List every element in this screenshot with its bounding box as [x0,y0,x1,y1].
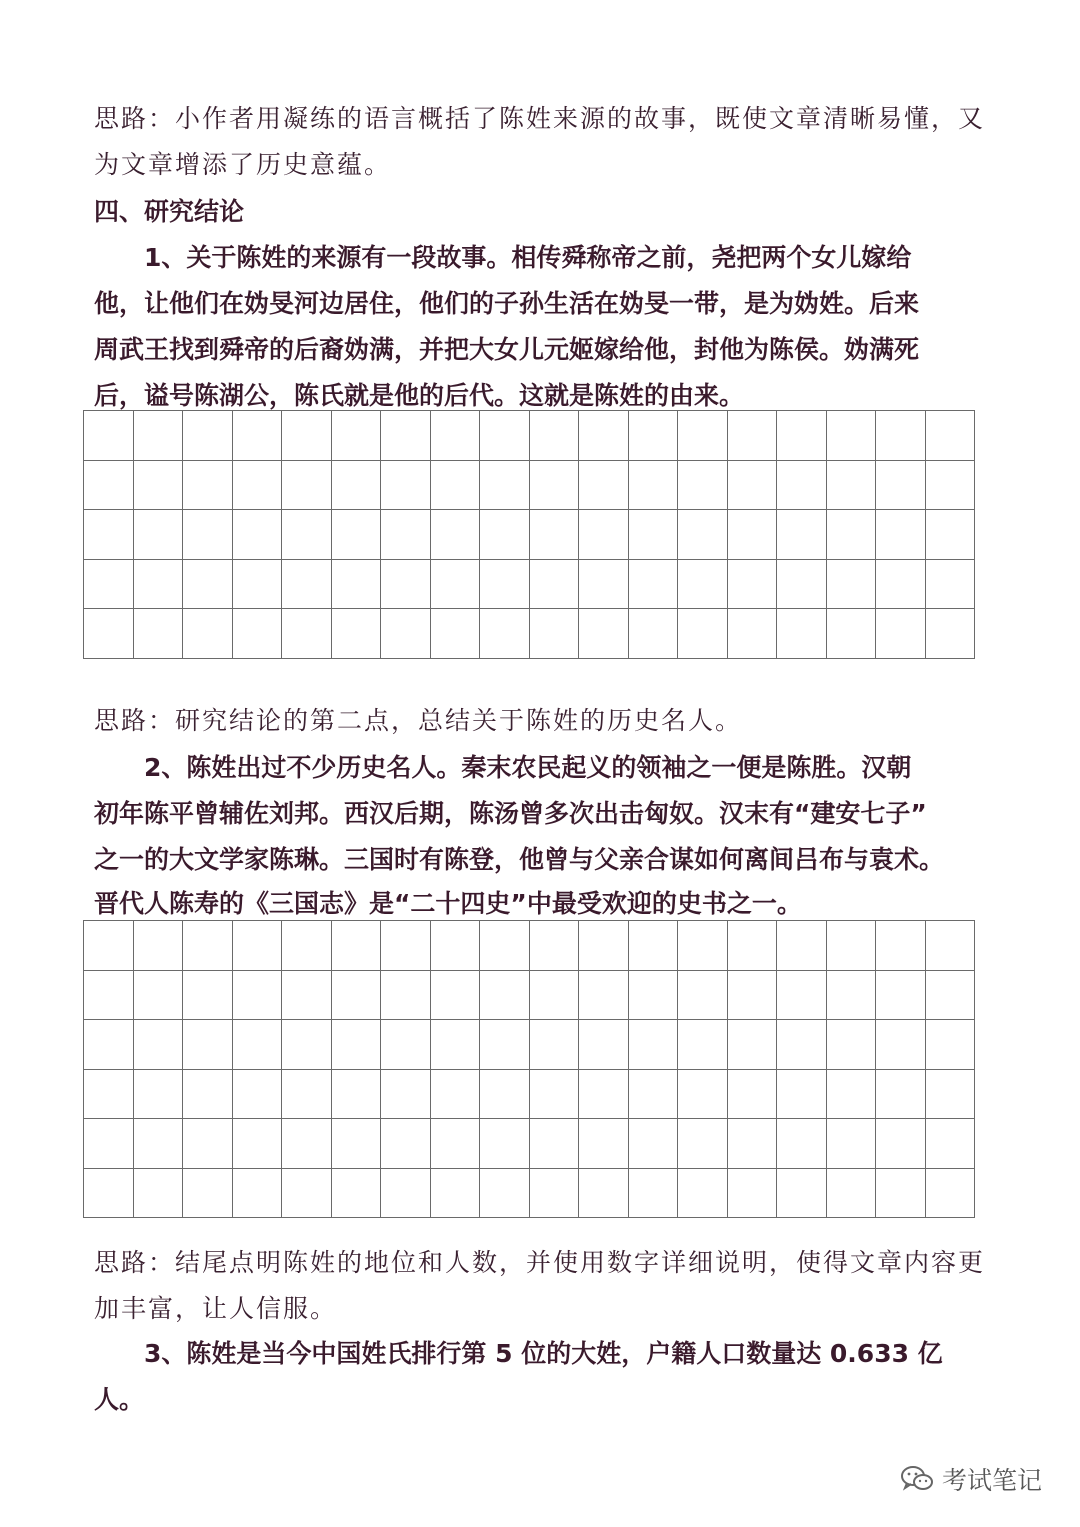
grid-cell[interactable] [282,560,332,610]
grid-cell[interactable] [728,971,778,1021]
grid-cell[interactable] [777,971,827,1021]
grid-cell[interactable] [134,461,184,511]
grid-cell[interactable] [84,1169,134,1219]
grid-cell[interactable] [579,510,629,560]
grid-cell[interactable] [233,609,283,659]
conclusion-2-line-4: 晋代人陈寿的《三国志》是“二十四史”中最受欢迎的史书之一。 [94,889,802,918]
grid-cell[interactable] [728,510,778,560]
conclusion-1-line-3: 周武王找到舜帝的后裔妫满，并把大女儿元姬嫁给他，封他为陈侯。妫满死 [94,335,920,364]
grid-cell[interactable] [480,1020,530,1070]
hint-3-line-1: 思路：结尾点明陈姓的地位和人数，并使用数字详细说明，使得文章内容更 [94,1248,986,1277]
grid-cell[interactable] [84,1070,134,1120]
grid-cell[interactable] [530,921,580,971]
grid-cell[interactable] [678,609,728,659]
grid-cell[interactable] [431,1119,481,1169]
grid-cell[interactable] [332,921,382,971]
grid-cell[interactable] [579,560,629,610]
grid-cell[interactable] [480,461,530,511]
grid-cell[interactable] [381,411,431,461]
conclusion-1-line-2: 他，让他们在妫旻河边居住，他们的子孙生活在妫旻一带，是为妫姓。后来 [94,289,920,318]
grid-cell[interactable] [678,1169,728,1219]
grid-cell[interactable] [381,510,431,560]
grid-cell[interactable] [431,609,481,659]
grid-cell[interactable] [381,1070,431,1120]
grid-cell[interactable] [678,461,728,511]
grid-cell[interactable] [282,1070,332,1120]
grid-cell[interactable] [134,510,184,560]
grid-cell[interactable] [530,971,580,1021]
grid-cell[interactable] [728,1119,778,1169]
grid-cell[interactable] [827,461,877,511]
grid-cell[interactable] [431,1070,481,1120]
grid-cell[interactable] [876,1070,926,1120]
grid-cell[interactable] [579,1020,629,1070]
grid-cell[interactable] [827,921,877,971]
grid-cell[interactable] [233,510,283,560]
grid-cell[interactable] [134,609,184,659]
grid-cell[interactable] [629,560,679,610]
hint-1-line-1: 思路：小作者用凝练的语言概括了陈姓来源的故事，既使文章清晰易懂，又 [94,104,986,133]
grid-cell[interactable] [431,921,481,971]
grid-cell[interactable] [381,461,431,511]
grid-cell[interactable] [678,1020,728,1070]
grid-cell[interactable] [480,1169,530,1219]
grid-cell[interactable] [431,510,481,560]
conclusion-1-line-4: 后，谥号陈湖公，陈氏就是他的后代。这就是陈姓的由来。 [94,381,745,410]
grid-cell[interactable] [777,1119,827,1169]
grid-cell[interactable] [233,461,283,511]
grid-cell[interactable] [332,461,382,511]
grid-cell[interactable] [530,560,580,610]
grid-cell[interactable] [678,510,728,560]
grid-cell[interactable] [480,921,530,971]
grid-cell[interactable] [183,1119,233,1169]
grid-cell[interactable] [332,510,382,560]
grid-cell[interactable] [876,461,926,511]
grid-cell[interactable] [282,461,332,511]
grid-cell[interactable] [332,1070,382,1120]
grid-cell[interactable] [678,1070,728,1120]
grid-cell[interactable] [183,921,233,971]
grid-cell[interactable] [777,1070,827,1120]
grid-cell[interactable] [728,1020,778,1070]
grid-cell[interactable] [233,1119,283,1169]
hint-3-line-2: 加丰富，让人信服。 [94,1294,338,1323]
grid-cell[interactable] [827,1119,877,1169]
grid-cell[interactable] [332,560,382,610]
grid-cell[interactable] [480,510,530,560]
grid-cell[interactable] [183,1020,233,1070]
grid-cell[interactable] [876,510,926,560]
grid-cell[interactable] [84,510,134,560]
grid-cell[interactable] [183,411,233,461]
grid-cell[interactable] [926,609,976,659]
grid-cell[interactable] [579,461,629,511]
grid-cell[interactable] [233,1070,283,1120]
grid-cell[interactable] [530,510,580,560]
grid-cell[interactable] [282,1169,332,1219]
conclusion-3-line-2: 人。 [94,1385,145,1414]
grid-cell[interactable] [579,921,629,971]
grid-cell[interactable] [579,609,629,659]
grid-cell[interactable] [381,971,431,1021]
grid-cell[interactable] [876,560,926,610]
grid-cell[interactable] [827,971,877,1021]
grid-cell[interactable] [84,560,134,610]
grid-cell[interactable] [183,461,233,511]
grid-cell[interactable] [579,971,629,1021]
grid-cell[interactable] [282,510,332,560]
grid-cell[interactable] [134,1020,184,1070]
grid-cell[interactable] [381,1169,431,1219]
grid-cell[interactable] [678,411,728,461]
grid-cell[interactable] [381,1119,431,1169]
grid-cell[interactable] [134,411,184,461]
grid-cell[interactable] [134,1169,184,1219]
hint-1-line-2: 为文章增添了历史意蕴。 [94,150,392,179]
grid-cell[interactable] [134,971,184,1021]
grid-cell[interactable] [332,1119,382,1169]
grid-cell[interactable] [926,921,976,971]
grid-cell[interactable] [282,609,332,659]
grid-cell[interactable] [530,1119,580,1169]
grid-cell[interactable] [827,1169,877,1219]
grid-cell[interactable] [629,971,679,1021]
grid-cell[interactable] [728,461,778,511]
grid-cell[interactable] [84,1020,134,1070]
grid-cell[interactable] [926,1119,976,1169]
grid-cell[interactable] [827,510,877,560]
grid-cell[interactable] [233,411,283,461]
grid-cell[interactable] [827,609,877,659]
grid-cell[interactable] [233,971,283,1021]
grid-cell[interactable] [84,411,134,461]
grid-cell[interactable] [629,1169,679,1219]
grid-cell[interactable] [84,971,134,1021]
grid-cell[interactable] [827,560,877,610]
grid-cell[interactable] [777,609,827,659]
watermark-text: 考试笔记 [941,1466,1042,1495]
grid-cell[interactable] [629,609,679,659]
grid-cell[interactable] [233,921,283,971]
writing-grid-1[interactable] [83,410,975,659]
grid-cell[interactable] [332,609,382,659]
conclusion-2-line-3: 之一的大文学家陈琳。三国时有陈登，他曾与父亲合谋如何离间吕布与袁术。 [94,845,945,874]
grid-cell[interactable] [134,1119,184,1169]
grid-cell[interactable] [629,510,679,560]
grid-cell[interactable] [530,1169,580,1219]
grid-cell[interactable] [183,1070,233,1120]
wechat-icon [900,1465,934,1493]
grid-cell[interactable] [728,609,778,659]
grid-cell[interactable] [629,461,679,511]
conclusion-3-line-1: 3、陈姓是当今中国姓氏排行第 5 位的大姓，户籍人口数量达 0.633 亿 [94,1339,943,1368]
grid-cell[interactable] [134,1070,184,1120]
grid-cell[interactable] [332,971,382,1021]
grid-cell[interactable] [332,411,382,461]
grid-cell[interactable] [629,1119,679,1169]
grid-cell[interactable] [84,609,134,659]
grid-cell[interactable] [530,1070,580,1120]
grid-cell[interactable] [827,411,877,461]
grid-cell[interactable] [926,461,976,511]
grid-cell[interactable] [530,411,580,461]
grid-cell[interactable] [431,411,481,461]
grid-cell[interactable] [183,560,233,610]
grid-cell[interactable] [381,1020,431,1070]
grid-cell[interactable] [926,1070,976,1120]
grid-cell[interactable] [728,411,778,461]
grid-cell[interactable] [431,1020,481,1070]
grid-cell[interactable] [233,560,283,610]
grid-cell[interactable] [926,1020,976,1070]
grid-cell[interactable] [876,1020,926,1070]
conclusion-2-line-2: 初年陈平曾辅佐刘邦。西汉后期，陈汤曾多次出击匈奴。汉末有“建安七子” [94,799,927,828]
grid-cell[interactable] [629,411,679,461]
grid-cell[interactable] [777,921,827,971]
grid-cell[interactable] [876,971,926,1021]
grid-cell[interactable] [480,971,530,1021]
grid-cell[interactable] [381,609,431,659]
grid-cell[interactable] [728,1070,778,1120]
grid-cell[interactable] [629,1020,679,1070]
writing-grid-2[interactable] [83,920,975,1218]
grid-cell[interactable] [777,411,827,461]
grid-cell[interactable] [233,1020,283,1070]
grid-cell[interactable] [728,560,778,610]
grid-cell[interactable] [183,1169,233,1219]
grid-cell[interactable] [876,609,926,659]
section-heading: 四、研究结论 [94,197,245,226]
grid-cell[interactable] [629,921,679,971]
grid-cell[interactable] [84,461,134,511]
grid-cell[interactable] [876,1169,926,1219]
grid-cell[interactable] [332,1020,382,1070]
grid-cell[interactable] [678,921,728,971]
grid-cell[interactable] [728,1169,778,1219]
grid-cell[interactable] [183,971,233,1021]
grid-cell[interactable] [579,1070,629,1120]
grid-cell[interactable] [678,1119,728,1169]
grid-cell[interactable] [282,971,332,1021]
grid-cell[interactable] [480,1119,530,1169]
grid-cell[interactable] [876,411,926,461]
grid-cell[interactable] [282,411,332,461]
grid-cell[interactable] [431,560,481,610]
grid-cell[interactable] [282,921,332,971]
grid-cell[interactable] [480,411,530,461]
grid-cell[interactable] [381,560,431,610]
grid-cell[interactable] [134,921,184,971]
grid-cell[interactable] [431,971,481,1021]
grid-cell[interactable] [579,1169,629,1219]
hint-2-line-1: 思路：研究结论的第二点，总结关于陈姓的历史名人。 [94,706,743,735]
grid-cell[interactable] [728,921,778,971]
grid-cell[interactable] [678,560,728,610]
grid-cell[interactable] [777,510,827,560]
grid-cell[interactable] [629,1070,679,1120]
conclusion-2-line-1: 2、陈姓出过不少历史名人。秦末农民起义的领袖之一便是陈胜。汉朝 [94,753,912,782]
grid-cell[interactable] [282,1119,332,1169]
grid-cell[interactable] [926,411,976,461]
grid-cell[interactable] [480,609,530,659]
grid-cell[interactable] [530,609,580,659]
grid-cell[interactable] [926,1169,976,1219]
grid-cell[interactable] [579,411,629,461]
grid-cell[interactable] [777,1169,827,1219]
grid-cell[interactable] [827,1070,877,1120]
grid-cell[interactable] [876,1119,926,1169]
grid-cell[interactable] [84,921,134,971]
grid-cell[interactable] [332,1169,382,1219]
grid-cell[interactable] [926,971,976,1021]
grid-cell[interactable] [183,510,233,560]
grid-cell[interactable] [431,461,481,511]
grid-cell[interactable] [530,1020,580,1070]
grid-cell[interactable] [282,1020,332,1070]
grid-cell[interactable] [480,560,530,610]
grid-cell[interactable] [381,921,431,971]
grid-cell[interactable] [777,560,827,610]
grid-cell[interactable] [530,461,580,511]
grid-cell[interactable] [876,921,926,971]
grid-cell[interactable] [579,1119,629,1169]
conclusion-1-line-1: 1、关于陈姓的来源有一段故事。相传舜称帝之前，尧把两个女儿嫁给 [94,243,912,272]
grid-cell[interactable] [926,510,976,560]
watermark [900,1461,1042,1497]
grid-cell[interactable] [480,1070,530,1120]
grid-cell[interactable] [431,1169,481,1219]
grid-cell[interactable] [233,1169,283,1219]
grid-cell[interactable] [926,560,976,610]
grid-cell[interactable] [84,1119,134,1169]
grid-cell[interactable] [777,461,827,511]
grid-cell[interactable] [183,609,233,659]
grid-cell[interactable] [827,1020,877,1070]
grid-cell[interactable] [134,560,184,610]
grid-cell[interactable] [678,971,728,1021]
grid-cell[interactable] [777,1020,827,1070]
